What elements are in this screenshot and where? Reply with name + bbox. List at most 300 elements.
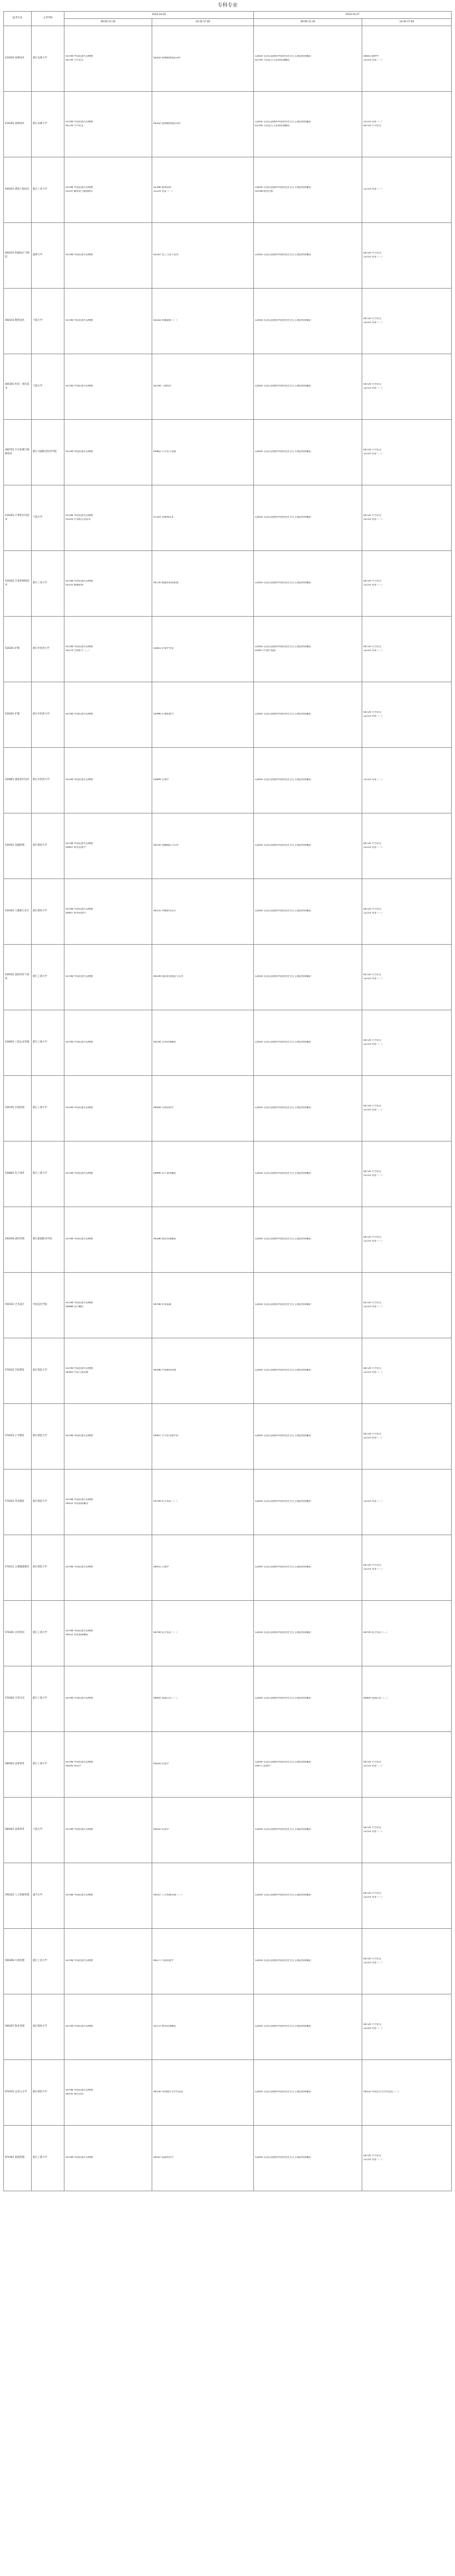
course-entry: 04729 大学语文 (363, 124, 382, 127)
exam-cell-3 (254, 1404, 362, 1470)
course-entry: 00031 心理学 (153, 1566, 169, 1569)
course-entry: 03708 中国近现代史纲要 (66, 580, 93, 583)
header-school: 主考学校 (32, 12, 64, 26)
school-cell: 浙江师范大学 (32, 2060, 64, 2126)
course-entry: 04729 大学语文 (363, 1433, 382, 1436)
table-row (4, 1929, 452, 1994)
course-entry: 03179 生物化学（三） (66, 649, 91, 652)
school-cell: 宁波大学 (32, 289, 64, 354)
course-entry: 12114 英语（一） (363, 386, 384, 390)
course-entry: 04729 大学语文 (363, 1958, 382, 1961)
course-entry: 12656 毛泽东思想和中国特色社会主义理论体系概论 (255, 1697, 311, 1700)
course-entry: 06962 汽车电气设备 (153, 450, 176, 454)
exam-cell-1 (64, 1994, 152, 2060)
major-cell: 530302 大数据与会计 (4, 879, 32, 945)
exam-cell-4 (362, 682, 452, 748)
course-entry: 02899 生理学 (153, 778, 169, 782)
course-entry: 12114 英语（一） (153, 190, 174, 193)
exam-cell-3 (254, 879, 362, 945)
major-cell: 460301 机电一体化技术 (4, 354, 32, 420)
exam-cell-4 (362, 2126, 452, 2191)
school-cell: 温州大学 (32, 223, 64, 289)
course-entry: 00150 金融理论与实务 (153, 844, 179, 847)
course-entry: 00407 小学语文教学论 (153, 1435, 179, 1438)
course-entry: 12114 英语（一） (363, 321, 384, 324)
course-entry: 00606 基础日语（二） (363, 1697, 389, 1700)
school-cell: 浙江师范大学 (32, 1470, 64, 1535)
header-time-pm-2: 14:30-17:00 (362, 19, 452, 26)
course-entry: 12114 英语（一） (363, 1305, 384, 1308)
course-entry: 00242 民法学 (153, 1828, 169, 1832)
course-entry: 00605 基础日语（一） (153, 1697, 179, 1700)
course-entry: 12114 英语（一） (363, 1174, 384, 1177)
course-entry: 12656 毛泽东思想和中国特色社会主义理论体系概论 (255, 1761, 311, 1764)
course-entry: 12114 英语（一） (363, 2158, 384, 2161)
exam-cell-2 (152, 813, 254, 879)
course-entry: 04729 大学语文 (363, 974, 382, 977)
course-entry: 12656 毛泽东思想和中国特色社会主义理论体系概论 (255, 2025, 311, 2028)
course-entry: 02187 电工与电子技术 (153, 254, 179, 257)
table-row (4, 813, 452, 879)
course-entry: 04729 大学语文 (363, 908, 382, 911)
course-entry: 03001 护理学导论 (153, 647, 174, 651)
school-cell: 浙江财经大学 (32, 879, 64, 945)
exam-cell-3 (254, 289, 362, 354)
exam-cell-4 (362, 420, 452, 485)
exam-cell-4 (362, 1076, 452, 1141)
course-entry: 12656 毛泽东思想和中国特色社会主义理论体系概论 (255, 1369, 311, 1372)
exam-cell-3 (254, 2126, 362, 2191)
course-entry: 03708 中国近现代史纲要 (66, 1697, 93, 1700)
school-cell: 浙江工商大学 (32, 1010, 64, 1076)
course-entry: 12114 英语（一） (363, 714, 384, 718)
school-cell: 浙江师范大学 (32, 1535, 64, 1601)
exam-cell-2 (152, 1994, 254, 2060)
table-row (4, 354, 452, 420)
table-row (4, 1601, 452, 1666)
course-entry: 04729 大学语文 (363, 383, 382, 386)
exam-cell-4 (362, 748, 452, 813)
major-cell: 570201 英语教育 (4, 1470, 32, 1535)
course-entry: 12656 毛泽东思想和中国特色社会主义理论体系概论 (255, 646, 311, 649)
exam-cell-4 (362, 1929, 452, 1994)
course-entry: 00067 财务管理学 (66, 846, 86, 849)
course-entry: 03708 中国近现代史纲要 (66, 1302, 93, 1305)
exam-cell-2 (152, 1798, 254, 1863)
course-entry: 03708 中国近现代史纲要 (66, 975, 93, 979)
table-row (4, 1470, 452, 1535)
table-row (4, 1010, 452, 1076)
course-entry: 04729 大学语文 (363, 711, 382, 714)
exam-cell-2 (152, 1470, 254, 1535)
major-cell: 510202 计算机网络技术 (4, 551, 32, 617)
course-entry: 00144 企业管理概论 (153, 1041, 176, 1044)
exam-cell-1 (64, 1535, 152, 1601)
course-entry: 12114 英语（一） (363, 1239, 384, 1243)
course-entry: 00383 学前儿童发展 (66, 1371, 88, 1374)
table-row (4, 1141, 452, 1207)
course-entry: 00149 国际贸易理论与实务 (153, 975, 183, 979)
course-entry: 03708 中国近现代史纲要 (66, 2156, 93, 2160)
course-entry: 12656 毛泽东思想和中国特色社会主义理论体系概论 (255, 450, 311, 454)
course-entry: 04729 大学语文 (363, 1170, 382, 1174)
course-entry: 03708 中国近现代史纲要 (66, 778, 93, 782)
exam-cell-4 (362, 945, 452, 1010)
school-cell: 浙江农林大学 (32, 26, 64, 92)
exam-cell-3 (254, 1076, 362, 1141)
exam-cell-3 (254, 945, 362, 1010)
exam-cell-3 (254, 1338, 362, 1404)
exam-cell-3 (254, 1470, 362, 1535)
exam-cell-2 (152, 26, 254, 92)
major-cell: 410202 园林技术 (4, 26, 32, 92)
table-row (4, 1666, 452, 1732)
exam-cell-3 (254, 617, 362, 682)
table-row (4, 26, 452, 92)
major-cell: 520201 护理 (4, 682, 32, 748)
course-entry: 12114 英语（一） (363, 911, 384, 915)
exam-cell-3 (254, 1273, 362, 1338)
major-cell: 530802 电子商务 (4, 1141, 32, 1207)
course-entry: 03708 中国近现代史纲要 (66, 55, 93, 58)
course-entry: 03708 中国近现代史纲要 (66, 1761, 93, 1764)
exam-cell-4 (362, 26, 452, 92)
exam-cell-2 (152, 1273, 254, 1338)
course-entry: 00155 中级财务会计 (153, 910, 176, 913)
course-entry: 03708 中国近现代史纲要 (66, 450, 93, 454)
course-entry: 12656 毛泽东思想和中国特色社会主义理论体系概论 (255, 910, 311, 913)
exam-cell-2 (152, 1863, 254, 1929)
exam-cell-2 (152, 1141, 254, 1207)
course-entry: 00535 现代汉语 (66, 2092, 84, 2096)
course-entry: 12114 英语（一） (363, 1830, 384, 1833)
major-cell: 570102 学前教育 (4, 1338, 32, 1404)
exam-cell-3 (254, 157, 362, 223)
table-row (4, 1732, 452, 1798)
course-entry: 03708 中国近现代史纲要 (66, 1041, 93, 1044)
course-entry: 04729 大学语文 (363, 1105, 382, 1108)
school-cell: 浙江工商大学 (32, 1666, 64, 1732)
table-header-times (4, 19, 452, 26)
table-row (4, 2126, 452, 2191)
course-entry: 12656 毛泽东思想和中国特色社会主义理论体系概论 (255, 844, 311, 847)
course-entry: 03708 中国近现代史纲要 (66, 1828, 93, 1832)
exam-cell-4 (362, 551, 452, 617)
course-entry: 03708 中国近现代史纲要 (66, 1498, 93, 1502)
course-entry: 12114 英语（一） (363, 1764, 384, 1768)
table-row (4, 1404, 452, 1470)
table-row (4, 617, 452, 682)
course-entry: 07163 多媒体技术 (153, 516, 174, 519)
exam-cell-1 (64, 1207, 152, 1273)
course-entry: 12656 毛泽东思想和中国特色社会主义理论体系概论 (255, 121, 311, 124)
course-entry: 03708 中国近现代史纲要 (66, 2089, 93, 2092)
course-entry: 00896 电子商务概论 (153, 1172, 176, 1175)
table-row (4, 157, 452, 223)
major-cell: 570211 心理健康教育 (4, 1535, 32, 1601)
table-row (4, 223, 452, 289)
course-entry: 00187 旅游经济学 (153, 2156, 174, 2160)
major-cell: 580401 法律事务 (4, 1732, 32, 1798)
major-cell: 530601 工商企业管理 (4, 1010, 32, 1076)
exam-cell-1 (64, 1470, 152, 1535)
course-entry: 00522 英语国家概况 (66, 1633, 88, 1636)
course-entry: 12114 英语（一） (363, 2027, 384, 2030)
exam-cell-4 (362, 289, 452, 354)
exam-cell-4 (362, 1732, 452, 1798)
exam-cell-3 (254, 26, 362, 92)
course-entry: 12114 英语（一） (363, 1500, 384, 1503)
exam-cell-1 (64, 1732, 152, 1798)
major-cell: 550101 艺术设计 (4, 1273, 32, 1338)
school-cell: 浙江农林大学 (32, 92, 64, 157)
exam-cell-4 (362, 354, 452, 420)
exam-cell-1 (64, 617, 152, 682)
major-cell: 670101 汉语言文学 (4, 2060, 32, 2126)
exam-cell-3 (254, 1732, 362, 1798)
exam-cell-1 (64, 485, 152, 551)
exam-cell-1 (64, 682, 152, 748)
exam-cell-2 (152, 1666, 254, 1732)
school-cell: 浙江师范大学 (32, 1404, 64, 1470)
school-cell: 浙江中医药大学 (32, 682, 64, 748)
course-entry: 03708 中国近现代史纲要 (66, 842, 93, 846)
exam-cell-3 (254, 1798, 362, 1863)
exam-cell-1 (64, 1666, 152, 1732)
page-title: 专科专业 (217, 3, 238, 8)
course-entry: 05172 物业管理概论 (153, 2025, 176, 2028)
exam-cell-1 (64, 879, 152, 945)
exam-cell-1 (64, 2126, 152, 2191)
exam-cell-3 (254, 420, 362, 485)
course-entry: 00041 植物学 (363, 55, 379, 58)
course-entry: 03708 中国近现代史纲要 (66, 1566, 93, 1569)
table-row (4, 879, 452, 945)
header-time-am-1: 09:00-11:30 (64, 19, 152, 26)
table-row (4, 1863, 452, 1929)
major-cell: 530701 市场营销 (4, 1076, 32, 1141)
exam-cell-2 (152, 879, 254, 945)
course-entry: 04729 大学语文 (363, 580, 382, 583)
exam-cell-3 (254, 1929, 362, 1994)
course-entry: 00398 学前教育原理 (153, 1369, 176, 1372)
course-entry: 02194 工程经济 (153, 385, 172, 388)
course-entry: 04729 大学语文 (363, 252, 382, 255)
course-entry: 04729 大学语文 (363, 1892, 382, 1895)
exam-cell-3 (254, 813, 362, 879)
course-entry: 03708 中国近现代史纲要 (66, 1172, 93, 1175)
course-entry: 12114 英语（一） (363, 1567, 384, 1571)
exam-cell-4 (362, 2060, 452, 2126)
course-entry: 03708 中国近现代史纲要 (66, 385, 93, 388)
header-time-pm-1: 14:30-17:00 (152, 19, 254, 26)
exam-cell-3 (254, 354, 362, 420)
table-row (4, 1076, 452, 1141)
course-entry: 04729 大学语文 (363, 2155, 382, 2158)
school-cell: 浙江工商大学 (32, 945, 64, 1010)
exam-cell-1 (64, 1863, 152, 1929)
exam-cell-3 (254, 1207, 362, 1273)
school-cell: 浙江中医药大学 (32, 617, 64, 682)
school-cell: 浙江工商大学 (32, 2126, 64, 2191)
major-cell: 440201 建筑工程技术 (4, 157, 32, 223)
table-row (4, 1207, 452, 1273)
exam-cell-4 (362, 485, 452, 551)
exam-cell-4 (362, 1798, 452, 1863)
major-cell: 410202 园林技术 (4, 92, 32, 157)
course-entry: 12114 英语（一） (363, 778, 384, 782)
course-entry: 12656 毛泽东思想和中国特色社会主义理论体系概论 (255, 186, 311, 190)
major-cell: 590207 物业管理 (4, 1994, 32, 2060)
course-entry: 00522 英语国家概况 (66, 1502, 88, 1505)
school-cell: 浙江中医药大学 (32, 748, 64, 813)
course-entry: 04342 园林植物栽培养护 (153, 57, 181, 60)
school-cell: 浙江工商大学 (32, 1141, 64, 1207)
course-entry: 12114 英语（一） (363, 518, 384, 521)
course-entry: 12114 英语（一） (363, 846, 384, 849)
major-cell: 530501 国际经济与贸易 (4, 945, 32, 1010)
exam-cell-2 (152, 289, 254, 354)
course-entry: 03708 中国近现代史纲要 (66, 1435, 93, 1438)
course-entry: 02183 机械制图（一） (153, 319, 179, 322)
table-row (4, 289, 452, 354)
course-entry: 04729 大学语文 (363, 1564, 382, 1567)
major-cell: 530201 金融管理 (4, 813, 32, 879)
school-cell: 浙江师范大学 (32, 1338, 64, 1404)
course-entry: 12656 毛泽东思想和中国特色社会主义理论体系概论 (255, 55, 311, 58)
exam-cell-4 (362, 617, 452, 682)
course-entry: 03708 中国近现代史纲要 (66, 2025, 93, 2028)
course-entry: 04729 大学语文 (363, 646, 382, 649)
course-entry: 12656 毛泽东思想和中国特色社会主义理论体系概论 (255, 582, 311, 585)
course-entry: 04729 大学语文 (363, 1302, 382, 1305)
header-date-1: 2024-10-26 (64, 12, 254, 19)
course-entry: 04729 大学语文 (66, 58, 84, 62)
exam-cell-3 (254, 485, 362, 551)
major-cell: 520201 护理 (4, 617, 32, 682)
header-date-2: 2024-10-27 (254, 12, 452, 19)
major-cell: 570103 小学教育 (4, 1404, 32, 1470)
course-entry: 04729 大学语文 (66, 124, 84, 127)
course-entry: 12656 毛泽东思想和中国特色社会主义理论体系概论 (255, 778, 311, 782)
major-cell: 570301 应用英语 (4, 1601, 32, 1666)
course-entry: 02197 概率论与数理统计 (66, 190, 93, 193)
course-entry: 12114 英语（一） (363, 255, 384, 259)
exam-cell-1 (64, 420, 152, 485)
exam-cell-2 (152, 748, 254, 813)
major-cell: 570302 应用日语 (4, 1666, 32, 1732)
major-cell: 460101 机械设计与制造 (4, 223, 32, 289)
course-entry: 12656 毛泽东思想和中国特色社会主义理论体系概论 (255, 1238, 311, 1241)
exam-cell-4 (362, 1010, 452, 1076)
course-entry: 00532 中国古代文学作品选（一） (363, 2091, 401, 2094)
course-entry: 12656 毛泽东思想和中国特色社会主义理论体系概论 (255, 1631, 311, 1635)
exam-cell-4 (362, 1338, 452, 1404)
course-entry: 12656 毛泽东思想和中国特色社会主义理论体系概论 (255, 1828, 311, 1832)
school-cell: 浙江工商大学 (32, 1076, 64, 1141)
course-entry: 12114 英语（一） (363, 977, 384, 980)
exam-cell-1 (64, 748, 152, 813)
exam-cell-4 (362, 1273, 452, 1338)
school-cell: 浙江工商大学 (32, 1732, 64, 1798)
exam-cell-2 (152, 682, 254, 748)
exam-cell-4 (362, 223, 452, 289)
course-entry: 12656 毛泽东思想和中国特色社会主义理论体系概论 (255, 1041, 311, 1044)
course-entry: 00058 市场营销学 (153, 1106, 174, 1110)
course-entry: 00795 综合英语（二） (363, 1631, 389, 1635)
course-entry: 03708 中国近现代史纲要 (66, 254, 93, 257)
exam-cell-4 (362, 1207, 452, 1273)
school-cell: 浙江财经大学 (32, 1994, 64, 2060)
exam-cell-1 (64, 1273, 152, 1338)
exam-cell-1 (64, 813, 152, 879)
schedule-table (3, 11, 452, 2191)
course-entry: 00186 酒店管理概论 (153, 1238, 176, 1241)
course-entry: 12114 英语（一） (363, 1436, 384, 1440)
exam-cell-3 (254, 223, 362, 289)
exam-cell-2 (152, 1601, 254, 1666)
exam-cell-1 (64, 223, 152, 289)
exam-cell-3 (254, 1863, 362, 1929)
major-cell: 460103 数控技术 (4, 289, 32, 354)
exam-cell-3 (254, 92, 362, 157)
course-entry: 12114 英语（一） (363, 1895, 384, 1899)
exam-cell-2 (152, 1076, 254, 1141)
exam-cell-1 (64, 1141, 152, 1207)
exam-cell-2 (152, 420, 254, 485)
course-entry: 12656 毛泽东思想和中国特色社会主义理论体系概论 (255, 319, 311, 322)
course-entry: 02997 护理学基础 (255, 649, 276, 652)
course-entry: 00277 行政管理学 (153, 1959, 174, 1963)
table-row (4, 92, 452, 157)
header-time-am-2: 09:00-11:30 (254, 19, 362, 26)
school-cell: 浙江工业大学 (32, 1929, 64, 1994)
table-row (4, 1994, 452, 2060)
exam-cell-1 (64, 1601, 152, 1666)
exam-cell-4 (362, 879, 452, 945)
course-entry: 12114 英语（一） (363, 58, 384, 62)
exam-cell-3 (254, 1535, 362, 1601)
exam-cell-2 (152, 223, 254, 289)
course-entry: 12114 英语（一） (363, 1043, 384, 1046)
exam-cell-4 (362, 813, 452, 879)
exam-cell-3 (254, 1141, 362, 1207)
exam-cell-3 (254, 551, 362, 617)
exam-cell-1 (64, 945, 152, 1010)
course-entry: 12656 毛泽东思想和中国特色社会主义理论体系概论 (255, 516, 311, 519)
course-entry: 02396 建筑结构 (153, 186, 172, 190)
exam-cell-1 (64, 1404, 152, 1470)
course-entry: 04729 大学语文 (363, 1826, 382, 1830)
exam-cell-3 (254, 2060, 362, 2126)
course-entry: 04735 数据库系统原理 (153, 582, 179, 585)
course-entry: 00242 民法学 (153, 1763, 169, 1766)
course-entry: 12114 英语（一） (363, 121, 384, 124)
course-entry: 00147 人力资源管理（一） (153, 1894, 183, 1897)
exam-cell-4 (362, 92, 452, 157)
exam-cell-2 (152, 1535, 254, 1601)
table-row (4, 748, 452, 813)
course-entry: 03708 中国近现代史纲要 (66, 908, 93, 911)
course-entry: 02331 数据结构 (66, 583, 84, 587)
exam-cell-2 (152, 617, 254, 682)
course-entry: 12656 毛泽东思想和中国特色社会主义理论体系概论 (255, 2156, 311, 2160)
course-entry: 04729 大学语文 (363, 842, 382, 846)
exam-cell-4 (362, 1666, 452, 1732)
school-cell: 嘉兴大学 (32, 1863, 64, 1929)
exam-cell-1 (64, 1929, 152, 1994)
course-entry: 04729 大学语文 (363, 317, 382, 321)
